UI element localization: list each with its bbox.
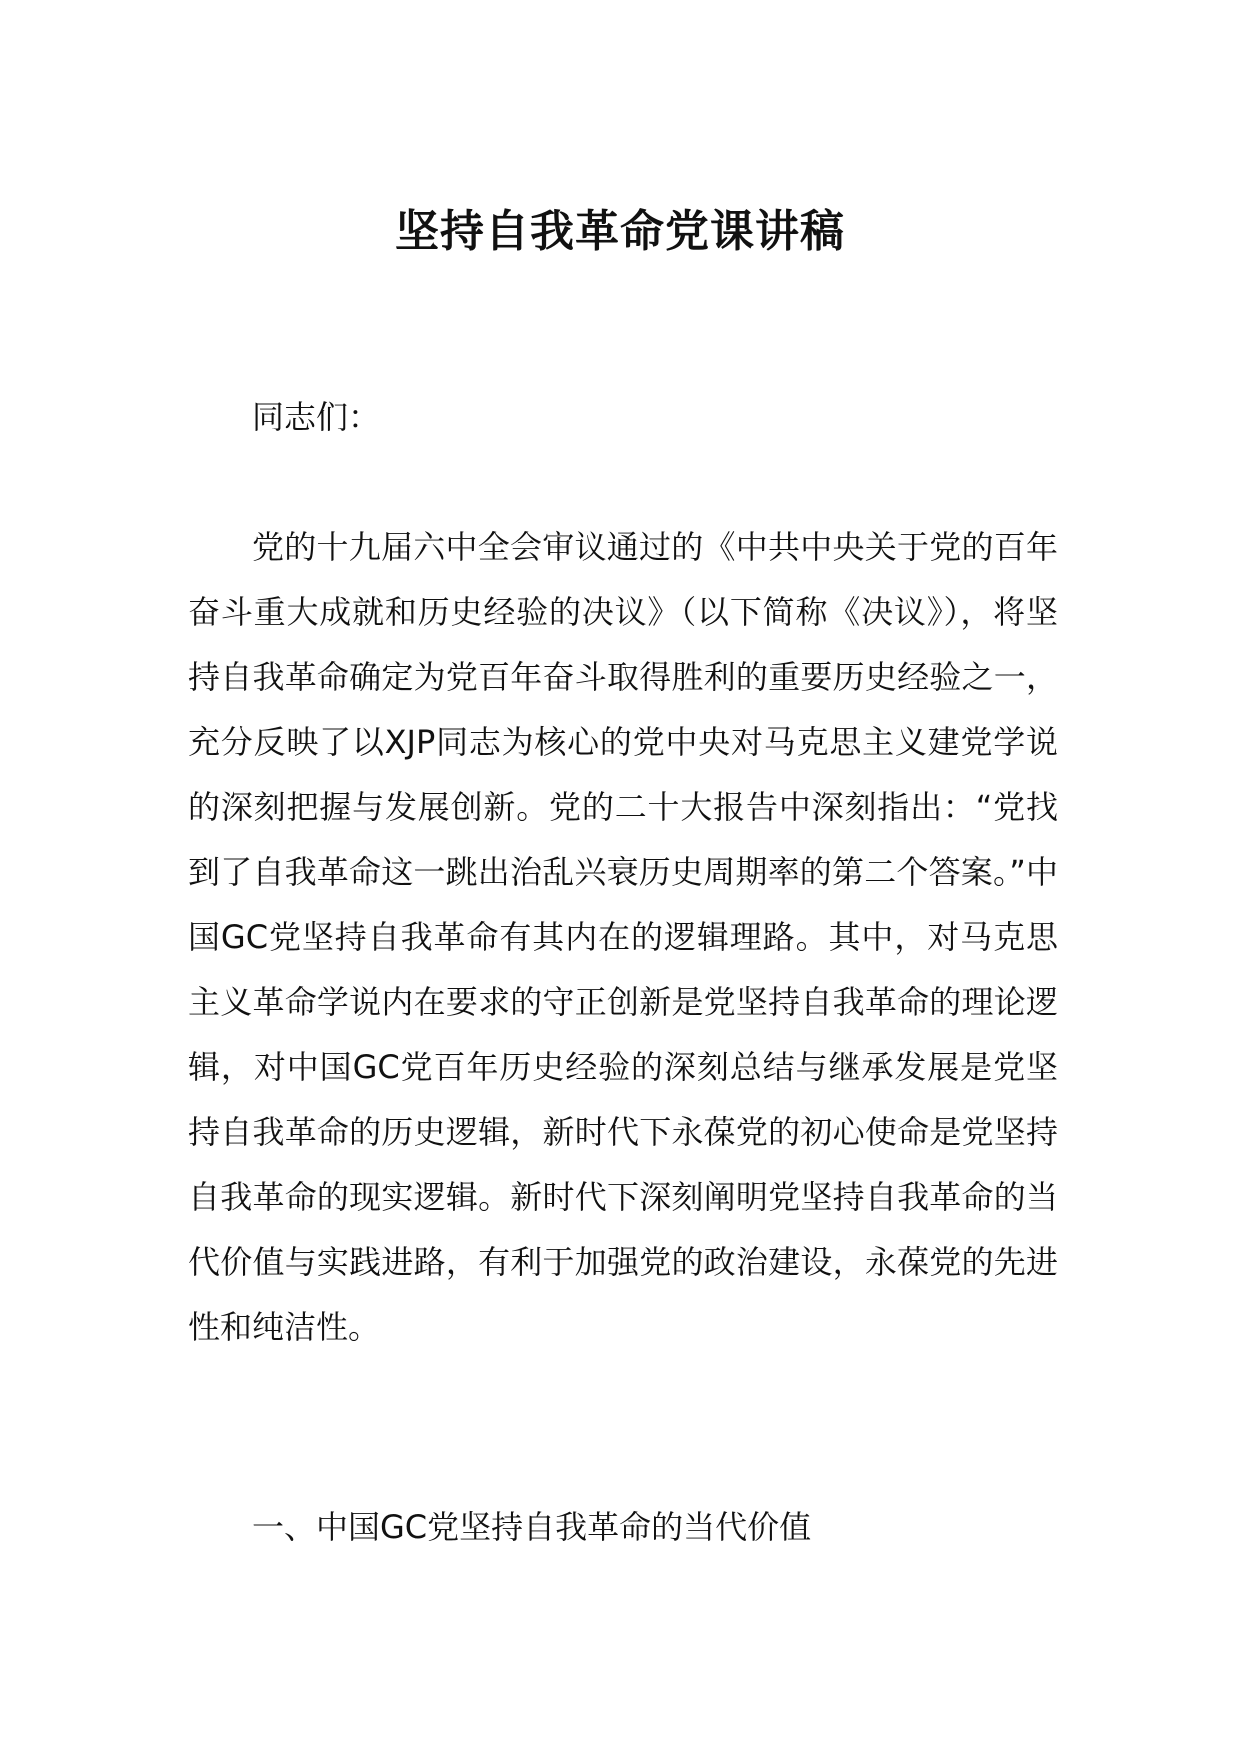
section-heading: 一、中国GC党坚持自我革命的当代价值 (252, 1508, 812, 1546)
document-title: 坚持自我革命党课讲稿 (395, 206, 845, 257)
greeting: 同志们： (252, 398, 381, 436)
body-paragraph: 党的十九届六中全会审议通过的《中共中央关于党的百年奋斗重大成就和历史经验的决议》（以下简称《决议》），将坚持自我革命确定为党百年奋斗取得胜利的重要历史经验之一，充分反映了以XJP同志为核心的党中央对马克思主义建党学说的深刻把握与发展创新。党的二十大报告中深刻指出：“党找到了自我革命这一跳出治乱兴衰历史周期率的第二个答案。”中国GC党坚持自我革命有其内在的逻辑理路。其中，对马克思主义革命学说内在要求的守正创新是党坚持自我革命的理论逻辑，对中国GC党百年历史经验的深刻总结与继承发展是党坚持自我革命的历史逻辑，新时代下永葆党的初心使命是党坚持自我革命的现实逻辑。新时代下深刻阐明党坚持自我革命的当代价值与实践进路，有利于加强党的政治建设，永葆党的先进性和纯洁性。 (188, 528, 1058, 1346)
